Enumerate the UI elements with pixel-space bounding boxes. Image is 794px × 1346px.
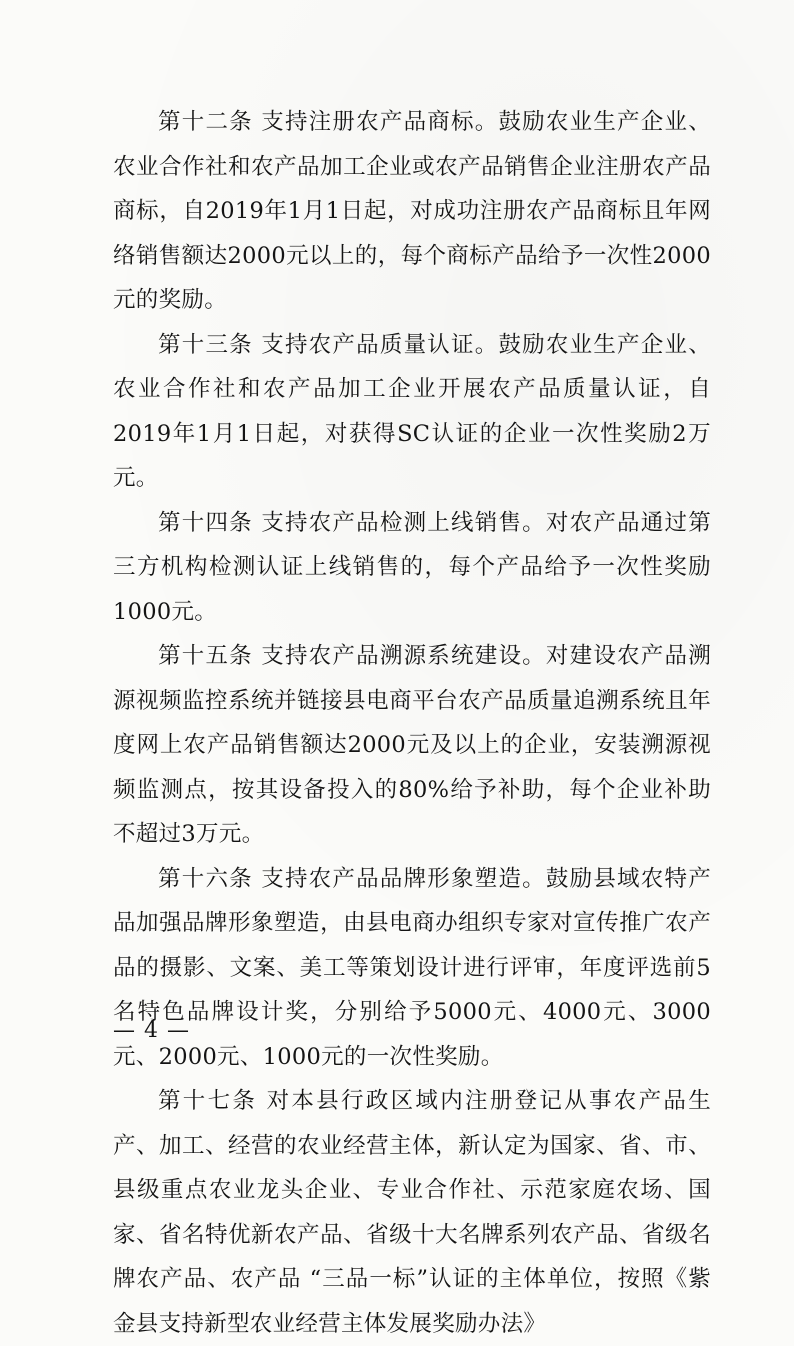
page-number: — 4 —	[113, 1018, 190, 1043]
article-16-paragraph: 第十六条 支持农产品品牌形象塑造。鼓励县域农特产品加强品牌形象塑造，由县电商办组织专家对宣传推广农产品的摄影、文案、美工等策划设计进行评审，年度评选前5名特色品牌设计奖，分别给予5000元、4000元、3000元、2000元、1000元的一次性奖励。	[113, 865, 711, 1070]
document-body	[113, 100, 711, 1346]
article-15-paragraph: 第十五条 支持农产品溯源系统建设。对建设农产品溯源视频监控系统并链接县电商平台农产品质量追溯系统且年度网上农产品销售额达2000元及以上的企业，安装溯源视频监测点，按其设备投入的80%给予补助，每个企业补助不超过3万元。	[113, 643, 711, 847]
article-13-paragraph: 第十三条 支持农产品质量认证。鼓励农业生产企业、农业合作社和农产品加工企业开展农产品质量认证，自2019年1月1日起，对获得SC认证的企业一次性奖励2万元。	[113, 331, 711, 491]
article-17-paragraph: 第十七条 对本县行政区域内注册登记从事农产品生产、加工、经营的农业经营主体，新认定为国家、省、市、县级重点农业龙头企业、专业合作社、示范家庭农场、国家、省名特优新农产品、省级十大名牌系列农产品、省级名牌农产品、农产品 “三品一标”认证的主体单位，按照《紫金县支持新型农业经营主体发展奖励办法》	[113, 1088, 711, 1337]
article-12-paragraph: 第十二条 支持注册农产品商标。鼓励农业生产企业、农业合作社和农产品加工企业或农产品销售企业注册农产品商标，自2019年1月1日起，对成功注册农产品商标且年网络销售额达2000元以上的，每个商标产品给予一次性2000元的奖励。	[113, 109, 711, 313]
article-14-paragraph: 第十四条 支持农产品检测上线销售。对农产品通过第三方机构检测认证上线销售的，每个产品给予一次性奖励1000元。	[113, 509, 711, 625]
